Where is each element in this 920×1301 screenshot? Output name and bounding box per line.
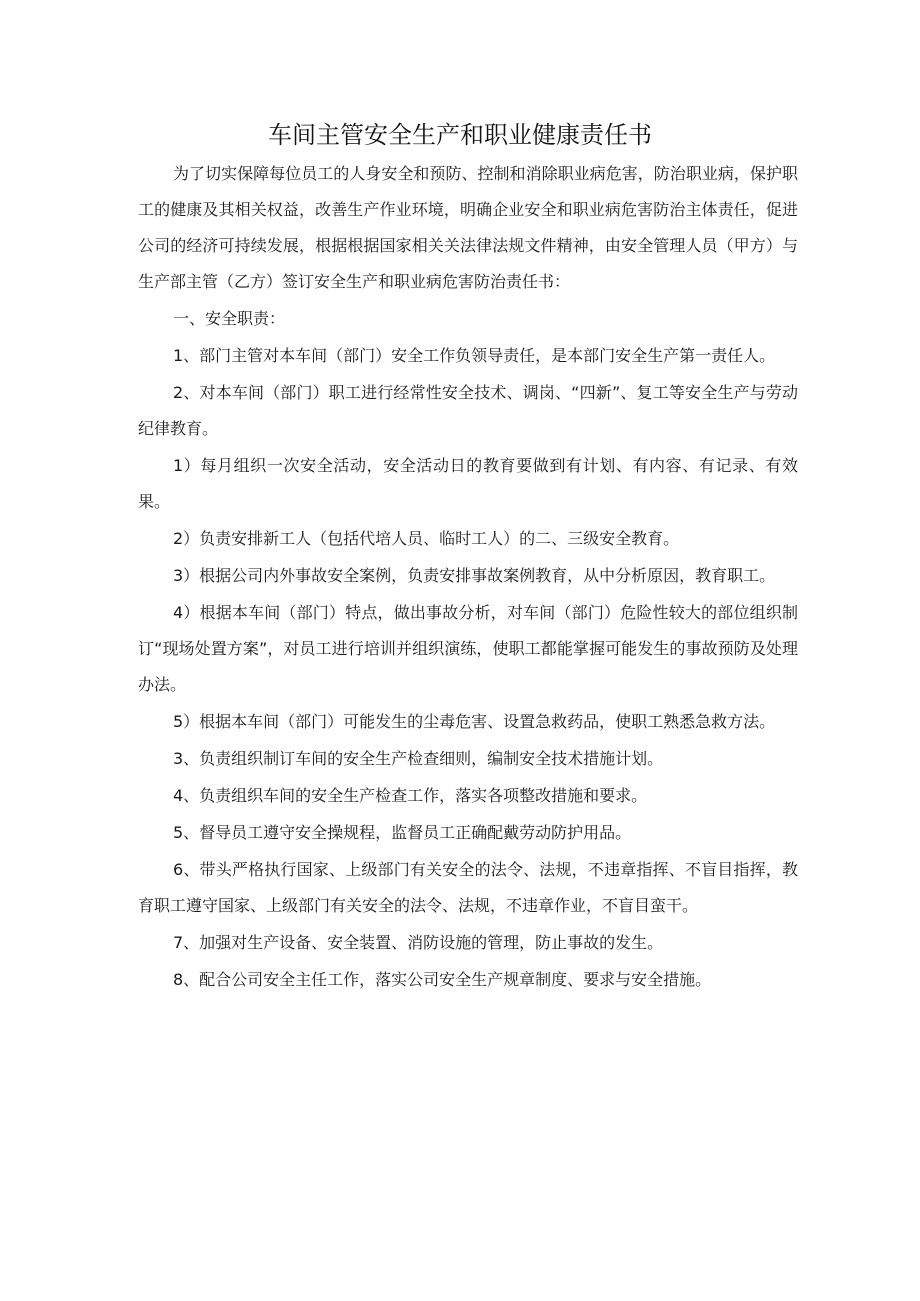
intro-paragraph: 为了切实保障每位员工的人身安全和预防、控制和消除职业病危害，防治职业病，保护职工的健康及其相关权益，改善生产作业环境，明确企业安全和职业病危害防治主体责任，促进公司的经济可持续发展，根据根据国家相关关法律法规文件精神，由安全管理人员（甲方）与生产部主管（乙方）签订安全生产和职业病危害防治责任书： <box>138 164 798 291</box>
clause-3: 3、负责组织制订车间的安全生产检查细则，编制安全技术措施计划。 <box>173 749 664 768</box>
sub-clause-2-5: 5）根据本车间（部门）可能发生的尘毒危害、设置急救药品，使职工熟悉急救方法。 <box>173 712 776 731</box>
sub-clause-2-3: 3）根据公司内外事故安全案例，负责安排事故案例教育，从中分析原因，教育职工。 <box>173 566 776 585</box>
clause-2: 2、对本车间（部门）职工进行经常性安全技术、调岗、“四新”、复工等安全生产与劳动纪律教育。 <box>138 383 798 438</box>
clause-8: 8、配合公司安全主任工作，落实公司安全生产规章制度、要求与安全措施。 <box>173 970 712 989</box>
sub-clause-2-4: 4）根据本车间（部门）特点，做出事故分析，对车间（部门）危险性较大的部位组织制订“现场处置方案”，对员工进行培训并组织演练，使职工都能掌握可能发生的事故预防及处理办法。 <box>138 603 798 694</box>
clause-6: 6、带头严格执行国家、上级部门有关安全的法令、法规，不违章指挥、不盲目指挥，教育职工遵守国家、上级部门有关安全的法令、法规，不违章作业，不盲目蛮干。 <box>138 860 798 915</box>
clause-4: 4、负责组织车间的安全生产检查工作，落实各项整改措施和要求。 <box>173 786 648 805</box>
clause-1: 1、部门主管对本车间（部门）安全工作负领导责任，是本部门安全生产第一责任人。 <box>173 346 776 365</box>
document-title: 车间主管安全生产和职业健康责任书 <box>268 121 652 149</box>
clause-5: 5、督导员工遵守安全操规程，监督员工正确配戴劳动防护用品。 <box>173 823 632 842</box>
section-heading-safety-duties: 一、安全职责： <box>173 309 286 328</box>
sub-clause-2-1: 1）每月组织一次安全活动，安全活动日的教育要做到有计划、有内容、有记录、有效果。 <box>138 456 798 511</box>
clause-7: 7、加强对生产设备、安全装置、消防设施的管理，防止事故的发生。 <box>173 933 664 952</box>
sub-clause-2-2: 2）负责安排新工人（包括代培人员、临时工人）的二、三级安全教育。 <box>173 529 680 548</box>
document-body <box>138 156 798 999</box>
